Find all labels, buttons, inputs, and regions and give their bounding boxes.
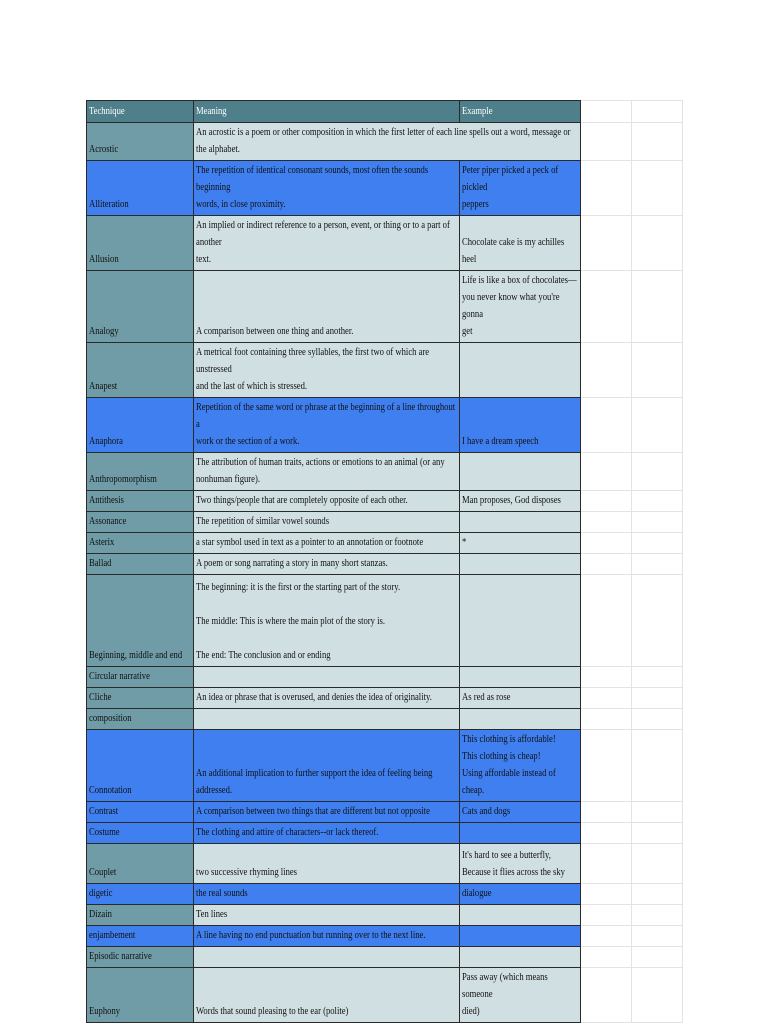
empty-cell[interactable] (632, 216, 683, 271)
meaning-cell[interactable] (194, 123, 581, 161)
technique-cell[interactable] (87, 161, 194, 216)
meaning-cell[interactable] (194, 343, 460, 398)
technique-cell[interactable] (87, 947, 194, 968)
technique-cell-text: Assonance (89, 516, 127, 527)
empty-cell[interactable] (581, 688, 632, 709)
table-row (87, 123, 683, 161)
technique-cell[interactable] (87, 667, 194, 688)
meaning-cell[interactable] (194, 688, 460, 709)
empty-cell[interactable] (581, 823, 632, 844)
header-row (87, 101, 683, 123)
technique-cell[interactable] (87, 730, 194, 802)
header-technique[interactable] (87, 101, 194, 123)
example-cell-text: Pass away (which means someone died) (462, 972, 548, 1017)
meaning-cell[interactable] (194, 905, 460, 926)
empty-cell[interactable] (581, 709, 632, 730)
empty-cell[interactable] (632, 884, 683, 905)
example-cell-text: Man proposes, God disposes (462, 495, 561, 506)
technique-cell-text: Antithesis (89, 495, 124, 506)
meaning-cell-text: Ten lines (196, 909, 228, 920)
meaning-cell[interactable] (194, 947, 460, 968)
empty-cell[interactable] (632, 554, 683, 575)
header-meaning-label: Meaning (196, 106, 227, 117)
table-row (87, 823, 683, 844)
meaning-cell[interactable] (194, 216, 460, 271)
meaning-cell[interactable] (194, 271, 460, 343)
example-cell-text: This clothing is affordable! This clothing is cheap! Using affordable instead of cheap. (462, 734, 556, 796)
empty-cell[interactable] (632, 533, 683, 554)
technique-cell-text: Alliteration (89, 199, 129, 210)
technique-cell-text: composition (89, 713, 132, 724)
technique-cell[interactable] (87, 688, 194, 709)
header-example[interactable] (460, 101, 581, 123)
technique-cell-text: Cliche (89, 692, 112, 703)
empty-cell[interactable] (632, 823, 683, 844)
meaning-cell-text: a star symbol used in text as a pointer to an annotation or footnote (196, 537, 424, 548)
meaning-cell-text: Repetition of the same word or phrase at the beginning of a line throughout a work or the section of a work. (196, 402, 456, 447)
empty-cell[interactable] (581, 667, 632, 688)
empty-cell[interactable] (632, 453, 683, 491)
table-row (87, 709, 683, 730)
empty-cell[interactable] (632, 101, 683, 123)
empty-cell[interactable] (581, 947, 632, 968)
table-row (87, 905, 683, 926)
meaning-cell[interactable] (194, 730, 460, 802)
empty-cell[interactable] (581, 491, 632, 512)
table-row (87, 884, 683, 905)
empty-cell[interactable] (632, 844, 683, 884)
empty-cell[interactable] (581, 554, 632, 575)
technique-cell-text: Dizain (89, 909, 112, 920)
table-row (87, 398, 683, 453)
example-cell-text: As red as rose (462, 692, 511, 703)
empty-cell[interactable] (581, 905, 632, 926)
meaning-cell[interactable] (194, 844, 460, 884)
empty-cell[interactable] (632, 271, 683, 343)
technique-cell-text: digetic (89, 888, 113, 899)
empty-cell[interactable] (632, 730, 683, 802)
meaning-cell-text: The repetition of identical consonant sounds, most often the sounds beginning words, in close proximity. (196, 165, 429, 210)
example-cell[interactable] (460, 947, 581, 968)
example-cell-text: I have a dream speech (462, 436, 539, 447)
table-row (87, 453, 683, 491)
example-cell[interactable] (460, 491, 581, 512)
empty-cell[interactable] (632, 123, 683, 161)
technique-cell-text: Connotation (89, 785, 132, 796)
technique-cell[interactable] (87, 844, 194, 884)
technique-cell-text: Analogy (89, 326, 119, 337)
example-cell-text: * (462, 537, 467, 548)
technique-cell[interactable] (87, 926, 194, 947)
table-row (87, 343, 683, 398)
table-row (87, 575, 683, 667)
technique-cell-text: Beginning, middle and end (89, 650, 183, 661)
table-row (87, 802, 683, 823)
technique-cell-text: enjambement (89, 930, 136, 941)
meaning-cell-text: Words that sound pleasing to the ear (polite) (196, 1006, 349, 1017)
technique-cell-text: Euphony (89, 1006, 121, 1017)
empty-cell[interactable] (632, 491, 683, 512)
empty-cell[interactable] (632, 161, 683, 216)
technique-cell-text: Ballad (89, 558, 112, 569)
technique-cell[interactable] (87, 802, 194, 823)
example-cell[interactable] (460, 271, 581, 343)
example-cell[interactable] (460, 667, 581, 688)
empty-cell[interactable] (581, 926, 632, 947)
meaning-cell[interactable] (194, 453, 460, 491)
technique-cell-text: Asterix (89, 537, 115, 548)
technique-cell[interactable] (87, 884, 194, 905)
technique-cell[interactable] (87, 709, 194, 730)
meaning-cell[interactable] (194, 398, 460, 453)
example-cell[interactable] (460, 575, 581, 667)
technique-cell-text: Couplet (89, 867, 117, 878)
technique-cell[interactable] (87, 554, 194, 575)
technique-cell[interactable] (87, 533, 194, 554)
empty-cell[interactable] (581, 123, 632, 161)
empty-cell[interactable] (632, 512, 683, 533)
meaning-cell[interactable] (194, 161, 460, 216)
example-cell[interactable] (460, 905, 581, 926)
table-row (87, 512, 683, 533)
table-row (87, 926, 683, 947)
example-cell[interactable] (460, 884, 581, 905)
empty-cell[interactable] (581, 398, 632, 453)
empty-cell[interactable] (632, 667, 683, 688)
meaning-cell-text: two successive rhyming lines (196, 867, 298, 878)
technique-cell[interactable] (87, 905, 194, 926)
technique-cell[interactable] (87, 453, 194, 491)
empty-cell[interactable] (581, 968, 632, 1023)
technique-cell[interactable] (87, 491, 194, 512)
empty-cell[interactable] (581, 884, 632, 905)
meaning-cell-text: An acrostic is a poem or other composition in which the first letter of each line spells out a word, message or the alphabet. (196, 127, 573, 155)
example-cell[interactable] (460, 554, 581, 575)
example-cell-text: Chocolate cake is my achilles heel (462, 237, 567, 265)
example-cell[interactable] (460, 844, 581, 884)
empty-cell[interactable] (581, 730, 632, 802)
meaning-cell[interactable] (194, 926, 460, 947)
meaning-cell[interactable] (194, 575, 460, 667)
example-cell[interactable] (460, 343, 581, 398)
empty-cell[interactable] (632, 709, 683, 730)
meaning-cell[interactable] (194, 709, 460, 730)
table-row (87, 533, 683, 554)
meaning-cell-text: A comparison between two things that are different but not opposite (196, 806, 430, 817)
empty-cell[interactable] (632, 575, 683, 667)
empty-cell[interactable] (632, 947, 683, 968)
meaning-cell-text: The repetition of similar vowel sounds (196, 516, 330, 527)
table-row (87, 161, 683, 216)
meaning-cell[interactable] (194, 884, 460, 905)
empty-cell[interactable] (632, 343, 683, 398)
empty-cell[interactable] (581, 343, 632, 398)
technique-cell[interactable] (87, 123, 194, 161)
meaning-cell-text: A line having no end punctuation but running over to the next line. (196, 930, 426, 941)
meaning-cell[interactable] (194, 512, 460, 533)
header-meaning[interactable] (194, 101, 460, 123)
table-row (87, 844, 683, 884)
techniques-table (86, 100, 683, 1023)
empty-cell[interactable] (632, 905, 683, 926)
meaning-cell-text: A comparison between one thing and another. (196, 326, 354, 337)
meaning-cell-text: The clothing and attire of characters--or lack thereof. (196, 827, 379, 838)
empty-cell[interactable] (632, 688, 683, 709)
empty-cell[interactable] (632, 802, 683, 823)
example-cell[interactable] (460, 688, 581, 709)
example-cell-text: Cats and dogs (462, 806, 511, 817)
table-row (87, 667, 683, 688)
empty-cell[interactable] (581, 575, 632, 667)
example-cell[interactable] (460, 533, 581, 554)
header-example-label: Example (462, 106, 493, 117)
meaning-cell-text: The attribution of human traits, actions or emotions to an animal (or any nonhuman figure). (196, 457, 445, 485)
technique-cell[interactable] (87, 968, 194, 1023)
example-cell[interactable] (460, 512, 581, 533)
technique-cell-text: Allusion (89, 254, 119, 265)
table-row (87, 688, 683, 709)
example-cell[interactable] (460, 802, 581, 823)
technique-cell-text: Episodic narrative (89, 951, 152, 962)
table-body (87, 101, 683, 1023)
example-cell[interactable] (460, 216, 581, 271)
meaning-cell[interactable] (194, 802, 460, 823)
table-row (87, 554, 683, 575)
technique-cell[interactable] (87, 823, 194, 844)
technique-cell-text: Contrast (89, 806, 119, 817)
example-cell[interactable] (460, 453, 581, 491)
technique-cell-text: Circular narrative (89, 671, 150, 682)
meaning-cell-text: An idea or phrase that is overused, and denies the idea of originality. (196, 692, 432, 703)
technique-cell[interactable] (87, 343, 194, 398)
header-technique-label: Technique (89, 106, 125, 117)
meaning-cell-text: An additional implication to further support the idea of feeling being addressed. (196, 768, 435, 796)
empty-cell[interactable] (581, 533, 632, 554)
empty-cell[interactable] (632, 926, 683, 947)
empty-cell[interactable] (581, 216, 632, 271)
meaning-cell[interactable] (194, 667, 460, 688)
technique-cell[interactable] (87, 271, 194, 343)
technique-cell-text: Anaphora (89, 436, 123, 447)
meaning-cell-text: An implied or indirect reference to a person, event, or thing or to a part of another text. (196, 220, 450, 265)
empty-cell[interactable] (632, 968, 683, 1023)
technique-cell-text: Acrostic (89, 144, 119, 155)
example-cell-text: Peter piper picked a peck of pickled peppers (462, 165, 559, 210)
example-cell-text: It's hard to see a butterfly, Because it flies across the sky (462, 850, 565, 878)
meaning-cell[interactable] (194, 491, 460, 512)
meaning-cell[interactable] (194, 823, 460, 844)
meaning-cell-text: A metrical foot containing three syllables, the first two of which are unstressed and the last of which is stressed. (196, 347, 430, 392)
meaning-cell[interactable] (194, 968, 460, 1023)
technique-cell[interactable] (87, 512, 194, 533)
example-cell[interactable] (460, 709, 581, 730)
meaning-cell-text: The beginning: it is the first or the starting part of the story. The middle: This is where the main plot of the story is. The end: The conclusion and or ending (196, 582, 401, 661)
empty-cell[interactable] (581, 271, 632, 343)
meaning-cell[interactable] (194, 533, 460, 554)
example-cell-text: dialogue (462, 888, 492, 899)
example-cell-text: Life is like a box of chocolates— you never know what you're gonna get (462, 275, 577, 337)
empty-cell[interactable] (581, 453, 632, 491)
spreadsheet (86, 100, 682, 1023)
empty-cell[interactable] (581, 844, 632, 884)
technique-cell-text: Costume (89, 827, 120, 838)
example-cell[interactable] (460, 161, 581, 216)
table-row (87, 491, 683, 512)
example-cell[interactable] (460, 968, 581, 1023)
technique-cell[interactable] (87, 216, 194, 271)
empty-cell[interactable] (581, 802, 632, 823)
table-row (87, 968, 683, 1023)
example-cell[interactable] (460, 823, 581, 844)
example-cell[interactable] (460, 398, 581, 453)
table-row (87, 947, 683, 968)
technique-cell[interactable] (87, 398, 194, 453)
meaning-cell-text: the real sounds (196, 888, 248, 899)
technique-cell-text: Anapest (89, 381, 118, 392)
technique-cell[interactable] (87, 575, 194, 667)
table-row (87, 216, 683, 271)
example-cell[interactable] (460, 730, 581, 802)
empty-cell[interactable] (581, 101, 632, 123)
meaning-cell-text: A poem or song narrating a story in many short stanzas. (196, 558, 388, 569)
meaning-cell-text: Two things/people that are completely opposite of each other. (196, 495, 408, 506)
empty-cell[interactable] (581, 512, 632, 533)
example-cell[interactable] (460, 926, 581, 947)
table-row (87, 271, 683, 343)
table-row (87, 730, 683, 802)
empty-cell[interactable] (632, 398, 683, 453)
meaning-cell[interactable] (194, 554, 460, 575)
empty-cell[interactable] (581, 161, 632, 216)
technique-cell-text: Anthropomorphism (89, 474, 157, 485)
